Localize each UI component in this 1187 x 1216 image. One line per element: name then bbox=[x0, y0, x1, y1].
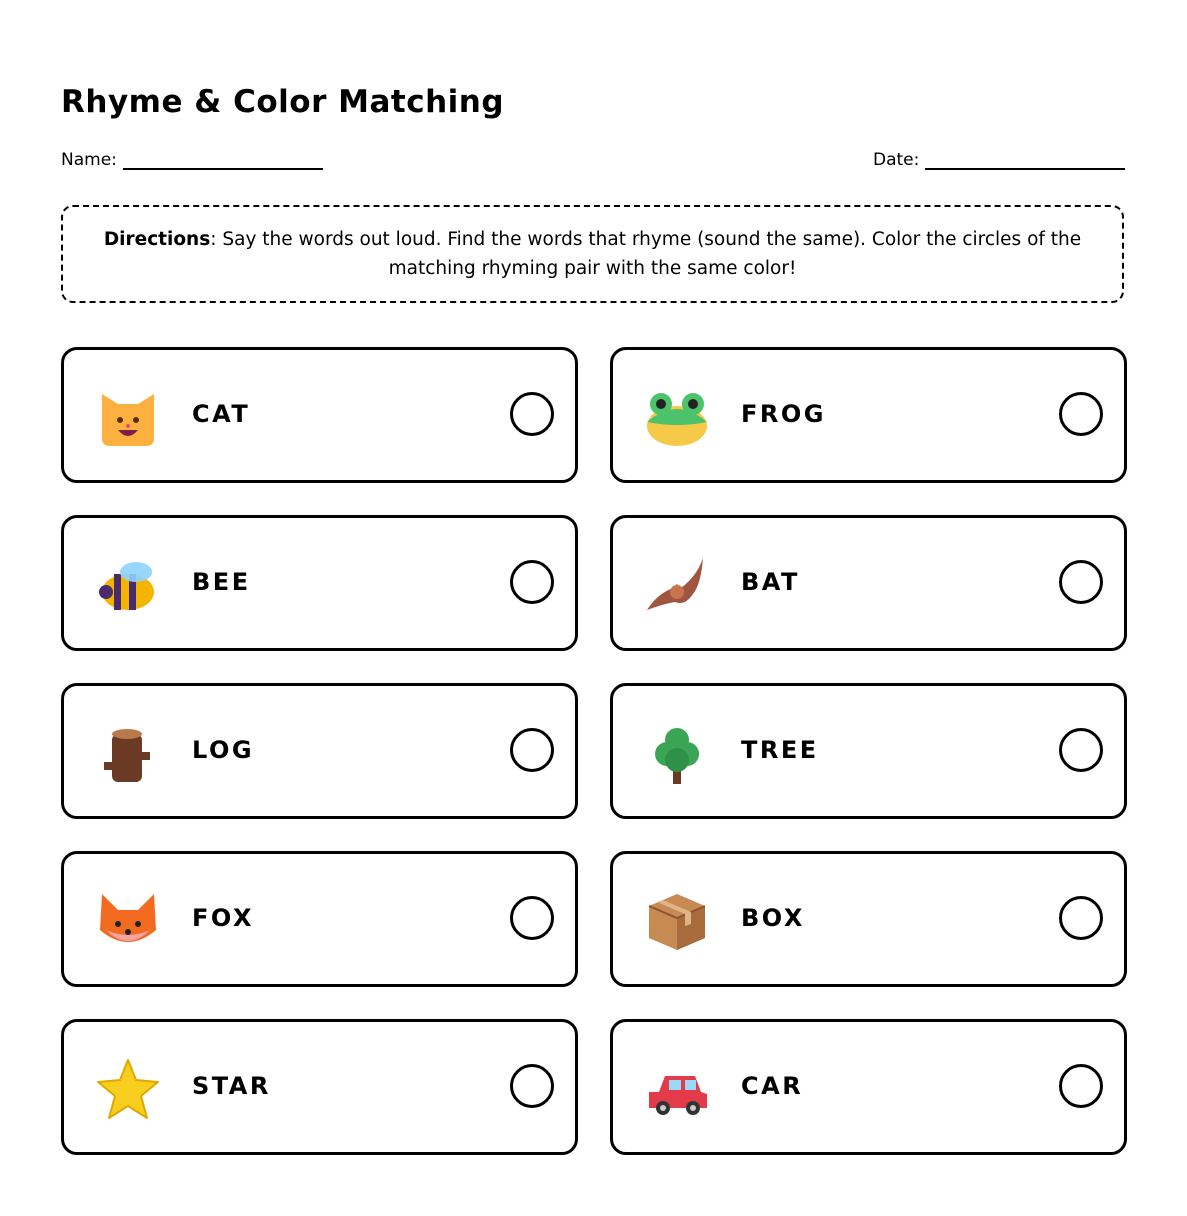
color-circle[interactable] bbox=[510, 560, 554, 604]
color-circle[interactable] bbox=[1059, 896, 1103, 940]
star-icon bbox=[96, 1058, 160, 1122]
color-circle[interactable] bbox=[1059, 1064, 1103, 1108]
date-field[interactable] bbox=[873, 150, 1125, 170]
word-card-car bbox=[610, 1019, 1127, 1155]
word-label: TREE bbox=[741, 736, 819, 764]
log-icon bbox=[96, 722, 160, 786]
word-card-frog bbox=[610, 347, 1127, 483]
color-circle[interactable] bbox=[510, 728, 554, 772]
word-card-fox bbox=[61, 851, 578, 987]
word-label: LOG bbox=[192, 736, 255, 764]
name-field[interactable] bbox=[61, 150, 323, 170]
box-icon bbox=[645, 890, 709, 954]
color-circle[interactable] bbox=[510, 392, 554, 436]
word-label: BOX bbox=[741, 904, 805, 932]
color-circle[interactable] bbox=[1059, 728, 1103, 772]
name-label: Name: bbox=[61, 150, 117, 170]
fox-icon bbox=[96, 890, 160, 954]
car-icon bbox=[645, 1058, 709, 1122]
word-label: FOX bbox=[192, 904, 254, 932]
word-card-log bbox=[61, 683, 578, 819]
date-line[interactable] bbox=[925, 154, 1125, 170]
word-label: FROG bbox=[741, 400, 826, 428]
bat-icon bbox=[645, 554, 709, 618]
directions-label: Directions bbox=[103, 229, 211, 250]
frog-icon bbox=[645, 386, 709, 450]
word-label: STAR bbox=[192, 1072, 271, 1100]
color-circle[interactable] bbox=[510, 896, 554, 940]
bee-icon bbox=[96, 554, 160, 618]
word-label: BEE bbox=[192, 568, 251, 596]
page-title: Rhyme & Color Matching bbox=[61, 84, 505, 120]
word-card-bat bbox=[610, 515, 1127, 651]
date-label: Date: bbox=[873, 150, 920, 170]
directions-text: : Say the words out loud. Find the words that rhyme (sound the same). Color the circles of the matching rhyming pair with the same color! bbox=[210, 229, 1082, 279]
color-circle[interactable] bbox=[1059, 392, 1103, 436]
directions-box bbox=[61, 205, 1124, 303]
word-label: BAT bbox=[741, 568, 800, 596]
color-circle[interactable] bbox=[1059, 560, 1103, 604]
word-card-tree bbox=[610, 683, 1127, 819]
word-label: CAT bbox=[192, 400, 251, 428]
word-card-star bbox=[61, 1019, 578, 1155]
tree-icon bbox=[645, 722, 709, 786]
word-card-cat bbox=[61, 347, 578, 483]
name-line[interactable] bbox=[123, 154, 323, 170]
word-label: CAR bbox=[741, 1072, 804, 1100]
color-circle[interactable] bbox=[510, 1064, 554, 1108]
word-card-bee bbox=[61, 515, 578, 651]
cat-icon bbox=[96, 386, 160, 450]
word-card-box bbox=[610, 851, 1127, 987]
